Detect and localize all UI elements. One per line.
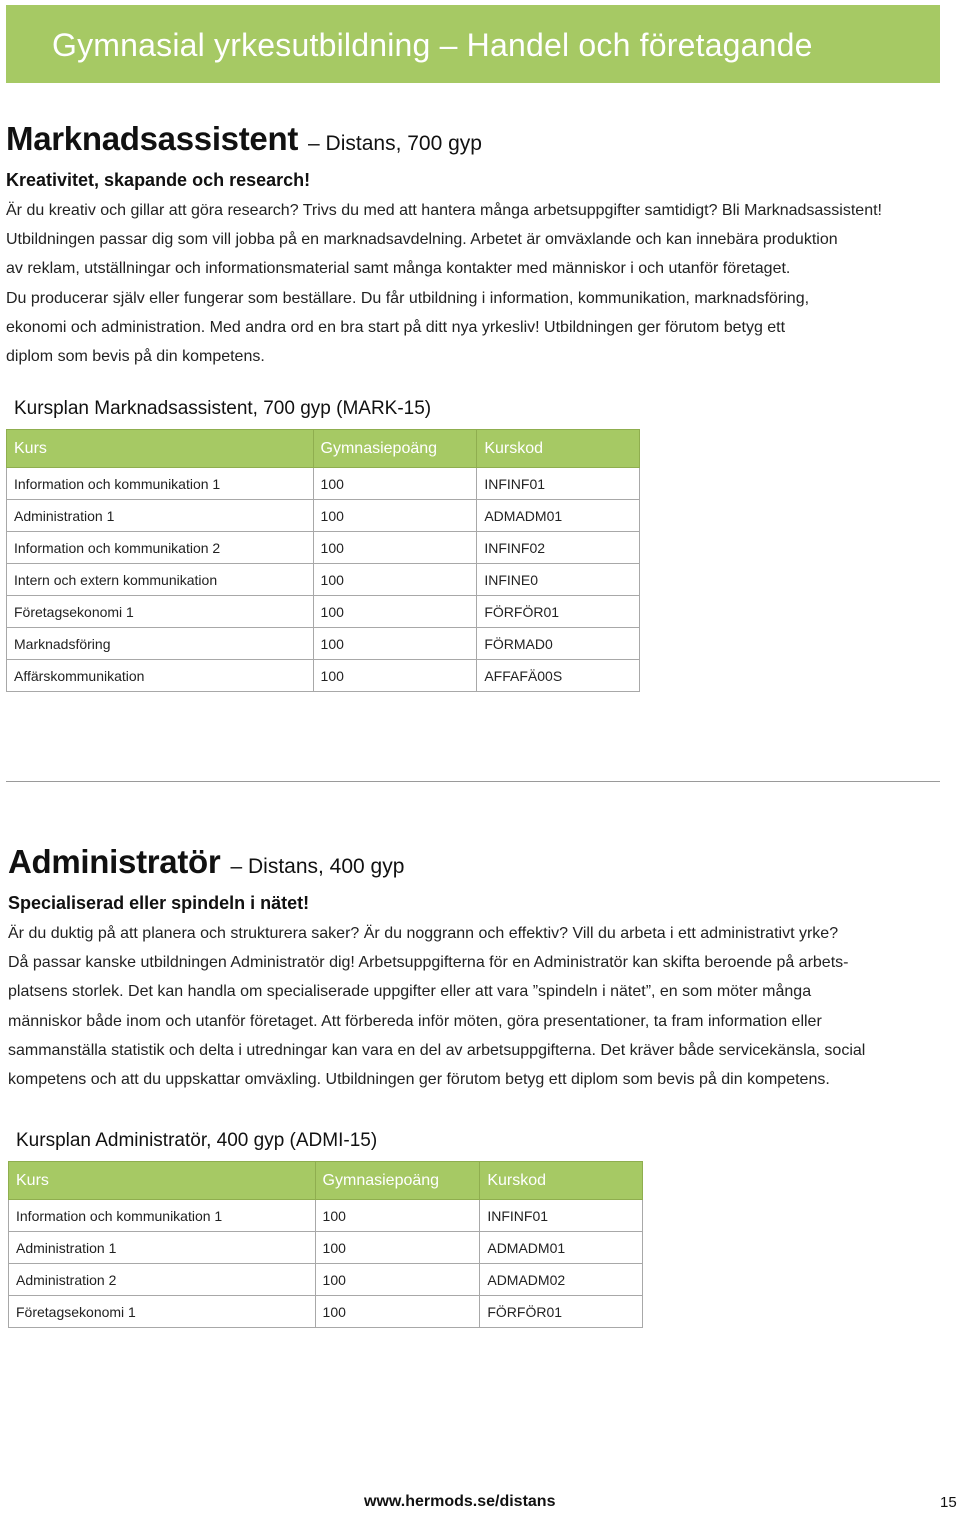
table-row <box>9 1232 643 1264</box>
column-header: Gymnasiepoäng <box>315 1162 480 1200</box>
course-name: Administration 2 <box>9 1264 316 1296</box>
paragraph-line: diplom som bevis på din kompetens. <box>6 348 265 366</box>
course-points: 100 <box>313 660 477 692</box>
course-points: 100 <box>313 500 477 532</box>
paragraph-line: Är du duktig på att planera och strukturera saker? Är du noggrann och effektiv? Vill du arbeta i ett administrativt yrke? <box>8 925 839 942</box>
table-row <box>7 628 640 660</box>
table-row <box>9 1264 643 1296</box>
program-description <box>6 196 882 371</box>
course-name: Information och kommunikation 1 <box>7 468 314 500</box>
course-code: ADMADM02 <box>480 1264 643 1296</box>
paragraph-line: kompetens och att du uppskattar omväxling. Utbildningen ger förutom betyg ett diplom som bevis på din kompetens. <box>8 1071 830 1089</box>
banner-title: Gymnasial yrkesutbildning – Handel och företagande <box>52 27 813 63</box>
column-header: Kurskod <box>480 1162 643 1200</box>
course-code: INFINF01 <box>477 468 640 500</box>
table-row <box>7 660 640 692</box>
program-name: Marknadsassistent <box>6 120 299 157</box>
course-points: 100 <box>313 564 477 596</box>
column-header: Kurs <box>7 430 314 468</box>
program-description <box>8 919 865 1094</box>
course-table <box>8 1161 643 1328</box>
course-points: 100 <box>315 1296 480 1328</box>
course-code: ADMADM01 <box>477 500 640 532</box>
course-name: Information och kommunikation 1 <box>9 1200 316 1232</box>
course-plan-title: Kursplan Administratör, 400 gyp (ADMI-15) <box>16 1130 378 1151</box>
course-name: Administration 1 <box>7 500 314 532</box>
course-plan-title: Kursplan Marknadsassistent, 700 gyp (MARK-15) <box>14 398 432 419</box>
paragraph-line: Då passar kanske utbildningen Administratör dig! Arbetsuppgifterna för en Administratör kan skifta beroende på arbets- <box>8 954 849 972</box>
program-tagline: Kreativitet, skapande och research! <box>6 170 311 190</box>
table-row <box>9 1296 643 1328</box>
course-points: 100 <box>313 468 477 500</box>
course-name: Företagsekonomi 1 <box>9 1296 316 1328</box>
course-name: Marknadsföring <box>7 628 314 660</box>
course-code: AFFAFÄ00S <box>477 660 640 692</box>
program-subtitle: – Distans, 700 gyp <box>308 132 482 155</box>
course-code: FÖRFÖR01 <box>477 596 640 628</box>
table-row <box>7 532 640 564</box>
paragraph-line: av reklam, utställningar och informationsmaterial samt många kontakter med människor i och utanför företaget. <box>6 260 791 278</box>
program-heading-administrator <box>8 843 404 881</box>
course-name: Administration 1 <box>9 1232 316 1264</box>
course-points: 100 <box>315 1264 480 1296</box>
course-code: INFINF01 <box>480 1200 643 1232</box>
course-points: 100 <box>315 1200 480 1232</box>
paragraph-line: sammanställa statistik och delta i utredningar kan vara en del av arbetsuppgifterna. Det kräver både servicekänsla, social <box>8 1041 866 1059</box>
course-code: INFINE0 <box>477 564 640 596</box>
paragraph-line: ekonomi och administration. Med andra ord en bra start på ditt nya yrkesliv! Utbildningen ger förutom betyg ett <box>6 318 786 336</box>
course-points: 100 <box>315 1232 480 1264</box>
table-row <box>7 596 640 628</box>
column-header: Kurs <box>9 1162 316 1200</box>
paragraph-line: Utbildningen passar dig som vill jobba på en marknadsavdelning. Arbetet är omväxlande och kan innebära produktion <box>6 231 838 249</box>
course-name: Företagsekonomi 1 <box>7 596 314 628</box>
course-name: Information och kommunikation 2 <box>7 532 314 564</box>
program-name: Administratör <box>8 843 221 880</box>
program-subtitle: – Distans, 400 gyp <box>230 855 405 878</box>
course-points: 100 <box>313 628 477 660</box>
table-header-row <box>7 430 640 468</box>
course-code: ADMADM01 <box>480 1232 643 1264</box>
course-name: Intern och extern kommunikation <box>7 564 314 596</box>
course-table <box>6 429 640 692</box>
paragraph-line: Du producerar själv eller fungerar som beställare. Du får utbildning i information, kommunikation, marknadsföring, <box>6 289 810 307</box>
page-number: 15 <box>940 1494 957 1511</box>
paragraph-line: Är du kreativ och gillar att göra research? Trivs du med att hantera många arbetsuppgifter samtidigt? Bli Marknadsassistent! <box>6 202 882 219</box>
course-code: FÖRMAD0 <box>477 628 640 660</box>
program-heading-marknadsassistent <box>6 120 482 158</box>
program-tagline: Specialiserad eller spindeln i nätet! <box>8 893 310 913</box>
course-name: Affärskommunikation <box>7 660 314 692</box>
table-header-row <box>9 1162 643 1200</box>
paragraph-line: platsens storlek. Det kan handla om specialiserade uppgifter eller att vara ”spindeln i nätet”, en som möter många <box>8 983 812 1001</box>
header-banner <box>6 5 940 83</box>
table-row <box>7 564 640 596</box>
course-code: FÖRFÖR01 <box>480 1296 643 1328</box>
course-code: INFINF02 <box>477 532 640 564</box>
course-points: 100 <box>313 596 477 628</box>
course-points: 100 <box>313 532 477 564</box>
footer-website-link[interactable]: www.hermods.se/distans <box>364 1493 556 1510</box>
section-divider <box>6 781 940 782</box>
column-header: Kurskod <box>477 430 640 468</box>
table-row <box>7 500 640 532</box>
paragraph-line: människor både inom och utanför företaget. Att förbereda inför möten, göra presentationer, ta fram information eller <box>8 1012 822 1030</box>
column-header: Gymnasiepoäng <box>313 430 477 468</box>
table-row <box>7 468 640 500</box>
table-row <box>9 1200 643 1232</box>
